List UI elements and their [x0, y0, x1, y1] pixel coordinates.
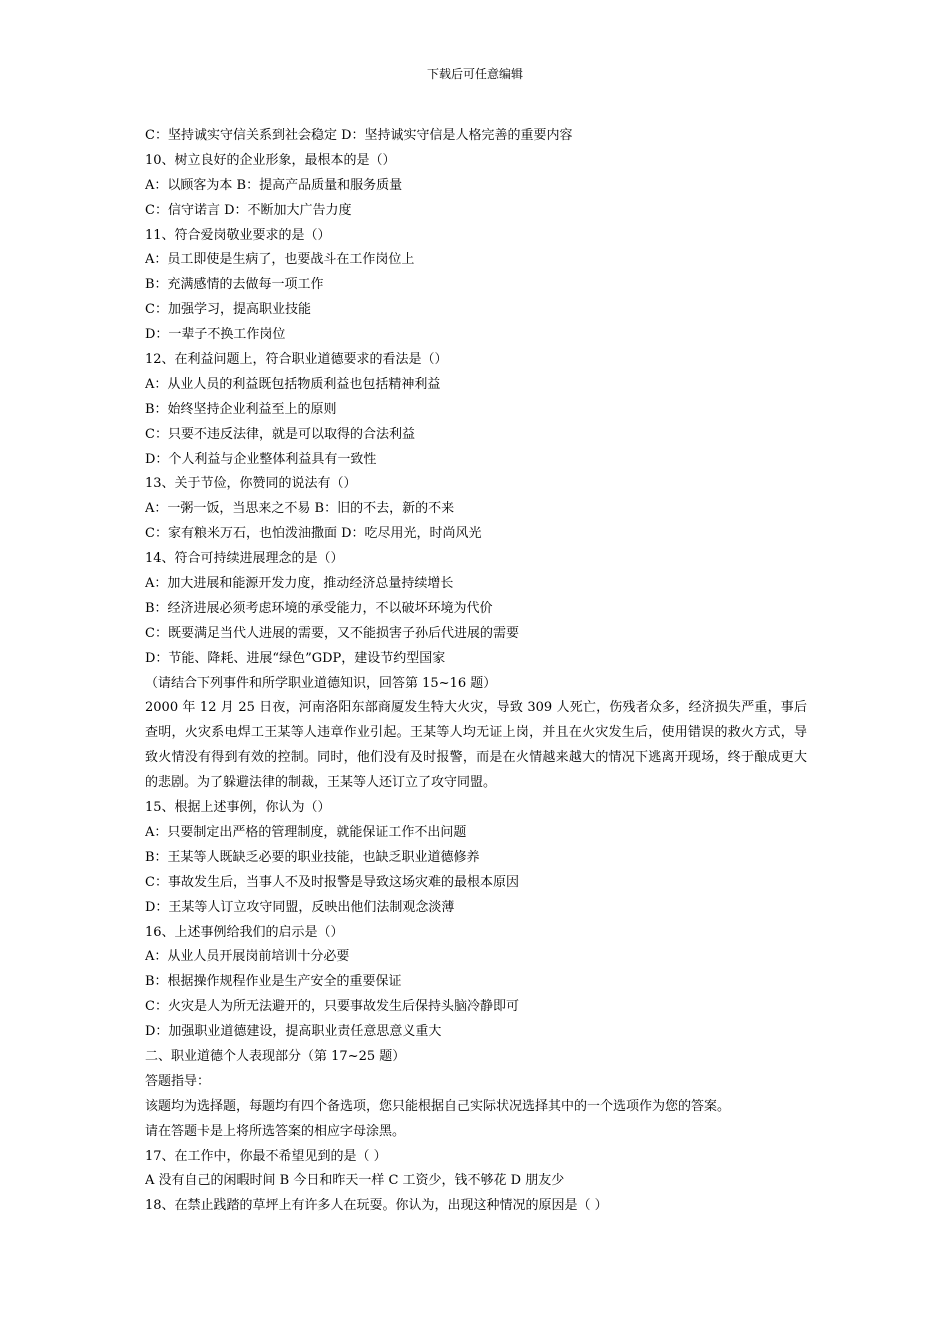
option-line: A：加大进展和能源开发力度，推动经济总量持续增长	[145, 576, 454, 592]
option-line: B：王某等人既缺乏必要的职业技能，也缺乏职业道德修养	[145, 849, 480, 865]
option-line: A：一粥一饭，当思来之不易 B：旧的不去，新的不来	[145, 501, 455, 517]
question-14: 14、符合可持续进展理念的是（）	[145, 551, 344, 567]
case-paragraph: 2000 年 12 月 25 日夜，河南洛阳东部商厦发生特大火灾，导致 309 人死亡，伤残者众多，经济损失严重，事后查明，火灾系电焊工王某等人违章作业引起。王某等人均无证上岗，并且在火灾发生后，使用错误的救火方式，导致火情没有得到有效的控制。同时，他们没有及时报警，而是在火情越来越大的情况下逃离开现场，终于酿成更大的悲剧。为了躲避法律的制裁，王某等人还订立了攻守同盟。	[145, 700, 807, 791]
option-line: B：充满感情的去做每一项工作	[145, 277, 324, 293]
option-line: C：火灾是人为所无法避开的，只要事故发生后保持头脑冷静即可	[145, 999, 519, 1015]
option-line: A：员工即使是生病了，也要战斗在工作岗位上	[145, 252, 415, 268]
option-line: C：家有粮米万石，也怕泼油撒面 D：吃尽用光，时尚风光	[145, 526, 482, 542]
option-line: D：个人利益与企业整体利益具有一致性	[145, 451, 377, 467]
option-line: C：坚持诚实守信关系到社会稳定 D：坚持诚实守信是人格完善的重要内容	[145, 128, 573, 143]
page-header: 下载后可任意编辑	[426, 67, 523, 81]
option-line: D：加强职业道德建设，提高职业责任意思意义重大	[145, 1024, 442, 1040]
option-line: D：王某等人订立攻守同盟，反映出他们法制观念淡薄	[145, 899, 455, 915]
option-line: C：信守诺言 D：不断加大广告力度	[145, 202, 352, 218]
document-body	[145, 124, 807, 1219]
option-line: B：根据操作规程作业是生产安全的重要保证	[145, 974, 402, 990]
question-13: 13、关于节俭，你赞同的说法有（）	[145, 476, 357, 492]
question-11: 11、符合爱岗敬业要求的是（）	[145, 227, 331, 243]
instruction-line: （请结合下列事件和所学职业道德知识，回答第 15~16 题）	[145, 675, 497, 691]
instruction-line: 该题均为选择题，每题均有四个备选项，您只能根据自己实际状况选择其中的一个选项作为您的答案。	[145, 1098, 731, 1114]
option-line: A：只要制定出严格的管理制度，就能保证工作不出问题	[145, 825, 467, 840]
option-line: B：经济进展必须考虑环境的承受能力，不以破坏环境为代价	[145, 600, 493, 616]
option-line: A：从业人员的利益既包括物质利益也包括精神利益	[145, 376, 441, 392]
option-line: C：只要不违反法律，就是可以取得的合法利益	[145, 426, 415, 442]
option-line: C：事故发生后，当事人不及时报警是导致这场灾难的最根本原因	[145, 874, 519, 890]
question-15: 15、根据上述事例，你认为（）	[145, 800, 331, 816]
question-10: 10、树立良好的企业形象，最根本的是（）	[145, 152, 396, 168]
question-16: 16、上述事例给我们的启示是（）	[145, 924, 344, 940]
question-18: 18、在禁止践踏的草坪上有许多人在玩耍。你认为，出现这种情况的原因是（ ）	[145, 1198, 608, 1214]
option-line: A：从业人员开展岗前培训十分必要	[145, 949, 350, 965]
option-line: C：加强学习，提高职业技能	[145, 302, 311, 318]
option-line: D：节能、降耗、进展“绿色”GDP，建设节约型国家	[145, 650, 446, 666]
option-line: D：一辈子不换工作岗位	[145, 327, 286, 343]
section-heading: 二、职业道德个人表现部分（第 17~25 题）	[145, 1049, 406, 1065]
option-line: B：始终坚持企业利益至上的原则	[145, 401, 337, 417]
option-line: A：以顾客为本 B：提高产品质量和服务质量	[145, 177, 403, 193]
question-12: 12、在利益问题上，符合职业道德要求的看法是（）	[145, 352, 448, 368]
instruction-line: 请在答题卡是上将所选答案的相应字母涂黑。	[145, 1123, 406, 1139]
instruction-label: 答题指导：	[145, 1073, 211, 1089]
question-17: 17、在工作中，你最不希望见到的是（ ）	[145, 1148, 387, 1164]
option-line: A 没有自己的闲暇时间 B 今日和昨天一样 C 工资少，钱不够花 D 朋友少	[145, 1173, 565, 1189]
option-line: C：既要满足当代人进展的需要，又不能损害子孙后代进展的需要	[145, 625, 519, 641]
